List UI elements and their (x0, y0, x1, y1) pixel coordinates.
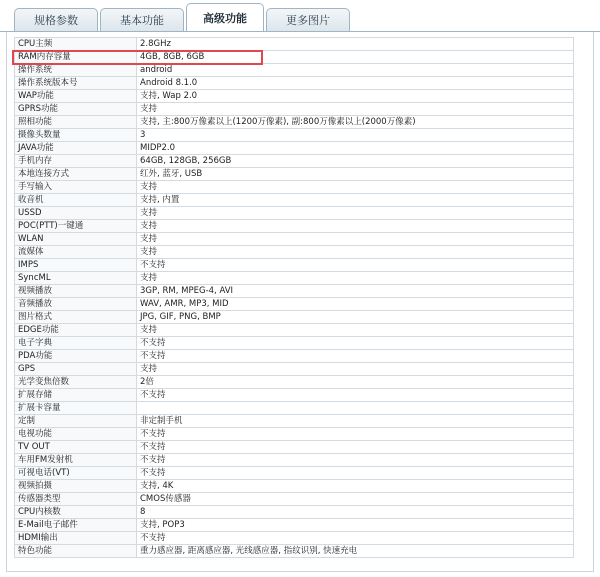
spec-value: 支持 (137, 181, 574, 194)
spec-key: 本地连接方式 (15, 168, 137, 181)
spec-row (15, 168, 574, 181)
tab-basic-functions-label: 基本功能 (120, 14, 164, 27)
spec-row (15, 38, 574, 51)
tab-specs-label: 规格参数 (34, 14, 78, 27)
spec-value: 不支持 (137, 441, 574, 454)
spec-value: 不支持 (137, 467, 574, 480)
spec-key: POC(PTT)一键通 (15, 220, 137, 233)
spec-value: 支持 (137, 103, 574, 116)
spec-key: 车用FM发射机 (15, 454, 137, 467)
spec-value (137, 402, 574, 415)
spec-row (15, 428, 574, 441)
spec-row (15, 103, 574, 116)
spec-value: MIDP2.0 (137, 142, 574, 155)
spec-value: 4GB, 8GB, 6GB (137, 51, 574, 64)
spec-row (15, 233, 574, 246)
spec-value: 支持 (137, 207, 574, 220)
spec-value: 支持 (137, 324, 574, 337)
spec-value: 支持, 主:800万像素以上(1200万像素), 副:800万像素以上(2000万像素) (137, 116, 574, 129)
spec-key: HDMI输出 (15, 532, 137, 545)
spec-value: 不支持 (137, 350, 574, 363)
spec-key: 手写输入 (15, 181, 137, 194)
spec-key: 电子字典 (15, 337, 137, 350)
spec-key: 电视功能 (15, 428, 137, 441)
spec-value: 重力感应器, 距离感应器, 光线感应器, 指纹识别, 快速充电 (137, 545, 574, 558)
spec-value: 不支持 (137, 454, 574, 467)
spec-value: 支持, 内置 (137, 194, 574, 207)
spec-value: 不支持 (137, 259, 574, 272)
spec-value: 支持 (137, 233, 574, 246)
spec-row (15, 532, 574, 545)
spec-row (15, 259, 574, 272)
spec-value: 支持, 4K (137, 480, 574, 493)
spec-key: E-Mail电子邮件 (15, 519, 137, 532)
spec-row (15, 389, 574, 402)
spec-row (15, 181, 574, 194)
spec-row (15, 272, 574, 285)
spec-key: 音频播放 (15, 298, 137, 311)
spec-value: 8 (137, 506, 574, 519)
spec-row (15, 246, 574, 259)
spec-value: 不支持 (137, 389, 574, 402)
spec-row (15, 467, 574, 480)
spec-row (15, 363, 574, 376)
spec-row (15, 350, 574, 363)
spec-value: 支持, Wap 2.0 (137, 90, 574, 103)
spec-row (15, 129, 574, 142)
spec-row (15, 324, 574, 337)
spec-row (15, 441, 574, 454)
spec-value: 支持 (137, 363, 574, 376)
spec-key: 定制 (15, 415, 137, 428)
spec-value: 不支持 (137, 428, 574, 441)
spec-key: WLAN (15, 233, 137, 246)
spec-row (15, 285, 574, 298)
spec-row (15, 519, 574, 532)
spec-value: 不支持 (137, 337, 574, 350)
spec-key: 摄像头数量 (15, 129, 137, 142)
spec-row (15, 311, 574, 324)
spec-row (15, 506, 574, 519)
spec-row (15, 298, 574, 311)
spec-row (15, 337, 574, 350)
tab-specs[interactable] (14, 8, 98, 31)
spec-key: EDGE功能 (15, 324, 137, 337)
spec-row (15, 220, 574, 233)
spec-key: 收音机 (15, 194, 137, 207)
spec-value: 64GB, 128GB, 256GB (137, 155, 574, 168)
spec-value: 3GP, RM, MPEG-4, AVI (137, 285, 574, 298)
spec-key: 操作系统版本号 (15, 77, 137, 90)
spec-value: 2.8GHz (137, 38, 574, 51)
spec-row (15, 415, 574, 428)
spec-key: 扩展卡容量 (15, 402, 137, 415)
tab-advanced-functions[interactable] (186, 3, 264, 32)
spec-key: 照相功能 (15, 116, 137, 129)
spec-row (15, 64, 574, 77)
spec-key: 可视电话(VT) (15, 467, 137, 480)
spec-value: JPG, GIF, PNG, BMP (137, 311, 574, 324)
spec-value: 2倍 (137, 376, 574, 389)
tab-more-images-label: 更多图片 (286, 14, 330, 27)
spec-row (15, 402, 574, 415)
spec-key: CPU内核数 (15, 506, 137, 519)
spec-row (15, 77, 574, 90)
spec-row (15, 194, 574, 207)
spec-key: RAM内存容量 (15, 51, 137, 64)
spec-value: CMOS传感器 (137, 493, 574, 506)
spec-row (15, 454, 574, 467)
spec-key: SyncML (15, 272, 137, 285)
tab-bar (0, 0, 600, 33)
spec-key: 扩展存储 (15, 389, 137, 402)
spec-row (15, 493, 574, 506)
spec-value: 非定制手机 (137, 415, 574, 428)
spec-value: android (137, 64, 574, 77)
spec-key: GPS (15, 363, 137, 376)
spec-value: 支持 (137, 220, 574, 233)
spec-value: 支持 (137, 272, 574, 285)
spec-key: IMPS (15, 259, 137, 272)
spec-row (15, 376, 574, 389)
spec-key: TV OUT (15, 441, 137, 454)
spec-row (15, 155, 574, 168)
spec-value: 支持 (137, 246, 574, 259)
spec-row (15, 207, 574, 220)
tab-more-images[interactable] (266, 8, 350, 31)
spec-key: WAP功能 (15, 90, 137, 103)
spec-key: 特色功能 (15, 545, 137, 558)
spec-key: USSD (15, 207, 137, 220)
tab-advanced-functions-label: 高级功能 (203, 12, 247, 25)
spec-key: PDA功能 (15, 350, 137, 363)
spec-key: 光学变焦倍数 (15, 376, 137, 389)
spec-key: 手机内存 (15, 155, 137, 168)
ram-highlight-box (12, 50, 263, 65)
spec-table (14, 37, 574, 558)
tab-basic-functions[interactable] (100, 8, 184, 31)
spec-row (15, 545, 574, 558)
spec-row (15, 142, 574, 155)
spec-key: CPU主频 (15, 38, 137, 51)
spec-row (15, 116, 574, 129)
spec-key: 操作系统 (15, 64, 137, 77)
spec-value: 支持, POP3 (137, 519, 574, 532)
spec-key: 图片格式 (15, 311, 137, 324)
spec-value: WAV, AMR, MP3, MID (137, 298, 574, 311)
spec-key: 流媒体 (15, 246, 137, 259)
spec-key: 传感器类型 (15, 493, 137, 506)
spec-key: JAVA功能 (15, 142, 137, 155)
spec-row (15, 90, 574, 103)
spec-key: GPRS功能 (15, 103, 137, 116)
spec-value: 红外, 蓝牙, USB (137, 168, 574, 181)
spec-value: Android 8.1.0 (137, 77, 574, 90)
spec-key: 视频拍摄 (15, 480, 137, 493)
spec-key: 视频播放 (15, 285, 137, 298)
spec-value: 3 (137, 129, 574, 142)
spec-row (15, 480, 574, 493)
spec-value: 不支持 (137, 532, 574, 545)
